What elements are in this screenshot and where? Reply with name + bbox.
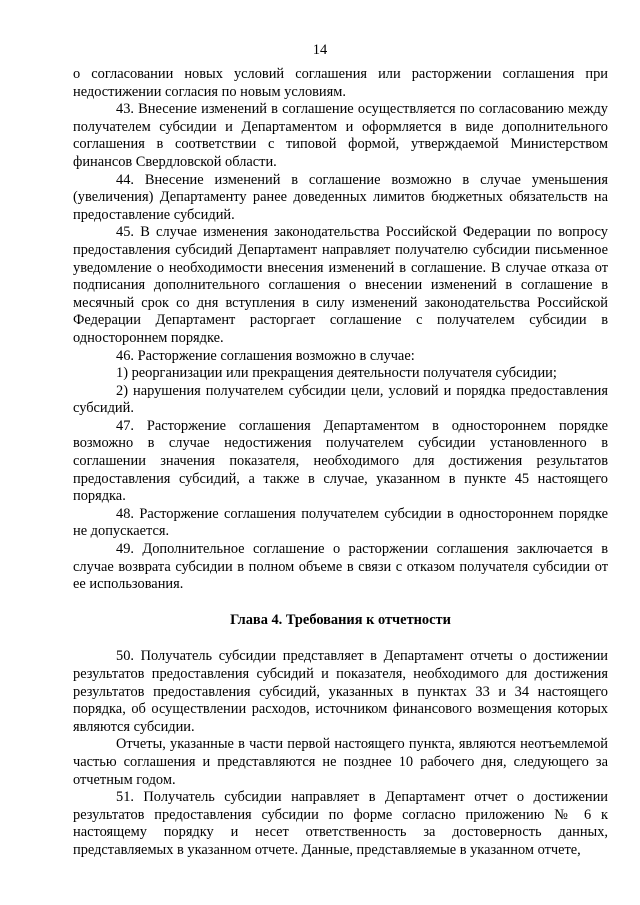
paragraph: 43. Внесение изменений в соглашение осуществляется по согласованию между получателем субсидии и Департаментом и оформляется в виде дополнительного соглашения в соответствии с типовой формой, утверждаемой Министерством финансов Свердловской области. bbox=[73, 101, 608, 170]
paragraph: 48. Расторжение соглашения получателем субсидии в одностороннем порядке не допускается. bbox=[73, 505, 608, 540]
paragraph: 2) нарушения получателем субсидии цели, условий и порядка предоставления субсидий. bbox=[73, 382, 608, 417]
paragraph: 47. Расторжение соглашения Департаментом в одностороннем порядке возможно в случае недостижения получателем субсидии установленного в соглашении значения показателя, необходимого для достижения результатов предоставления субсидий, а также в случае, указанном в пункте 45 настоящего порядка. bbox=[73, 417, 608, 505]
paragraph: о согласовании новых условий соглашения или расторжении соглашения при недостижении согласия по новым условиям. bbox=[73, 66, 608, 100]
paragraph: 46. Расторжение соглашения возможно в случае: bbox=[116, 347, 415, 364]
paragraph: 51. Получатель субсидии направляет в Департамент отчет о достижении результатов предоставления субсидии по форме согласно приложению № 6 к настоящему порядку и несет ответственность за достоверность данных, представляемых в указанном отчете. Данные, представляемые в указанном отчете, bbox=[73, 789, 608, 858]
paragraph: 45. В случае изменения законодательства Российской Федерации по вопросу предоставления субсидий Департамент направляет получателю субсидии письменное уведомление о необходимости внесения изменений в соглашение. В случае отказа от подписания дополнительного соглашения о внесении изменений в соглашение в месячный срок со дня вступления в силу изменений законодательства Российской Федерации Департамент расторгает соглашение с получателем субсидии в одностороннем порядке. bbox=[73, 224, 608, 346]
paragraph: 49. Дополнительное соглашение о расторжении соглашения заключается в случае возврата субсидии в полном объеме в связи с отказом получателя субсидии от ее использования. bbox=[73, 541, 608, 593]
paragraphs-after-chapter bbox=[73, 648, 608, 859]
paragraph: Отчеты, указанные в части первой настоящего пункта, являются неотъемлемой частью соглашения и представляются не позднее 10 рабочего дня, следующего за отчетным годом. bbox=[73, 736, 608, 788]
chapter-title: Глава 4. Требования к отчетности bbox=[230, 611, 451, 628]
paragraph: 50. Получатель субсидии представляет в Департамент отчеты о достижении результатов предоставления субсидий и показателя, необходимого для достижения результатов предоставления субсидий, указанных в пунктах 33 и 34 настоящего порядка, об осуществлении расходов, источником финансового возмещения которых являются субсидии. bbox=[73, 648, 608, 735]
paragraph: 1) реорганизации или прекращения деятельности получателя субсидии; bbox=[116, 365, 557, 382]
document-body bbox=[73, 66, 608, 860]
paragraphs-before-chapter bbox=[73, 66, 608, 594]
page-number: 14 bbox=[312, 42, 328, 58]
paragraph: 44. Внесение изменений в соглашение возможно в случае уменьшения (увеличения) Департаменту ранее доведенных лимитов бюджетных обязательств на предоставление субсидий. bbox=[73, 171, 608, 223]
